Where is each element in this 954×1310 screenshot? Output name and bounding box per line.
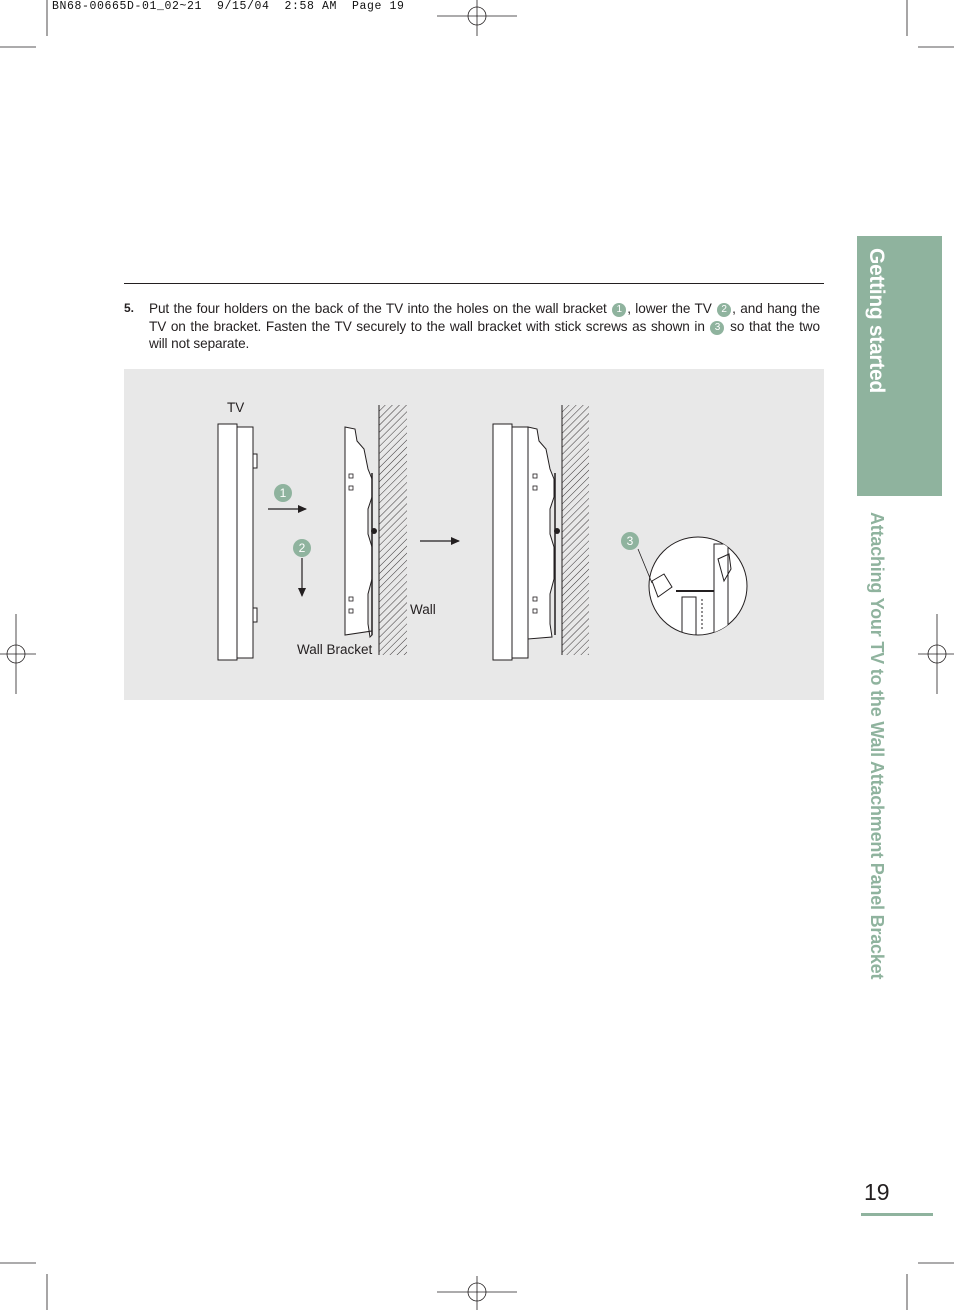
print-slug: BN68-00665D-01_02~21 9/15/04 2:58 AM Page 19 [52,0,405,13]
callout-1: 1 [274,484,292,502]
label-tv: TV [227,400,245,415]
section-tab-label: Getting started [865,248,888,393]
chapter-title: Attaching Your TV to the Wall Attachment Panel Bracket [867,512,887,980]
instruction-step [124,300,820,353]
mounting-illustration [124,369,824,700]
callout-badge-3: 3 [710,321,724,335]
top-rule [124,283,824,284]
callout-3: 3 [621,532,639,550]
label-wall-bracket: Wall Bracket [297,642,373,657]
mounting-diagram [124,369,824,700]
callout-2: 2 [293,539,311,557]
callout-badge-1: 1 [612,303,626,317]
step-number: 5. [124,301,134,315]
magnified-screw-detail [649,537,747,639]
page-number: 19 [864,1179,890,1205]
callout-leader-3 [638,549,652,583]
callout-badge-2: 2 [717,303,731,317]
page-number-rule [861,1213,933,1216]
tv-mounted-view [493,424,528,660]
label-wall: Wall [410,602,436,617]
tv-side-view [218,424,257,660]
step-text: Put the four holders on the back of the TV into the holes on the wall bracket 1 , lower the TV 2 , and hang the TV on the bracket. Fasten the TV securely to the wall bracket with stick screws as shown in 3 so that the two will not separate. [149,301,820,352]
